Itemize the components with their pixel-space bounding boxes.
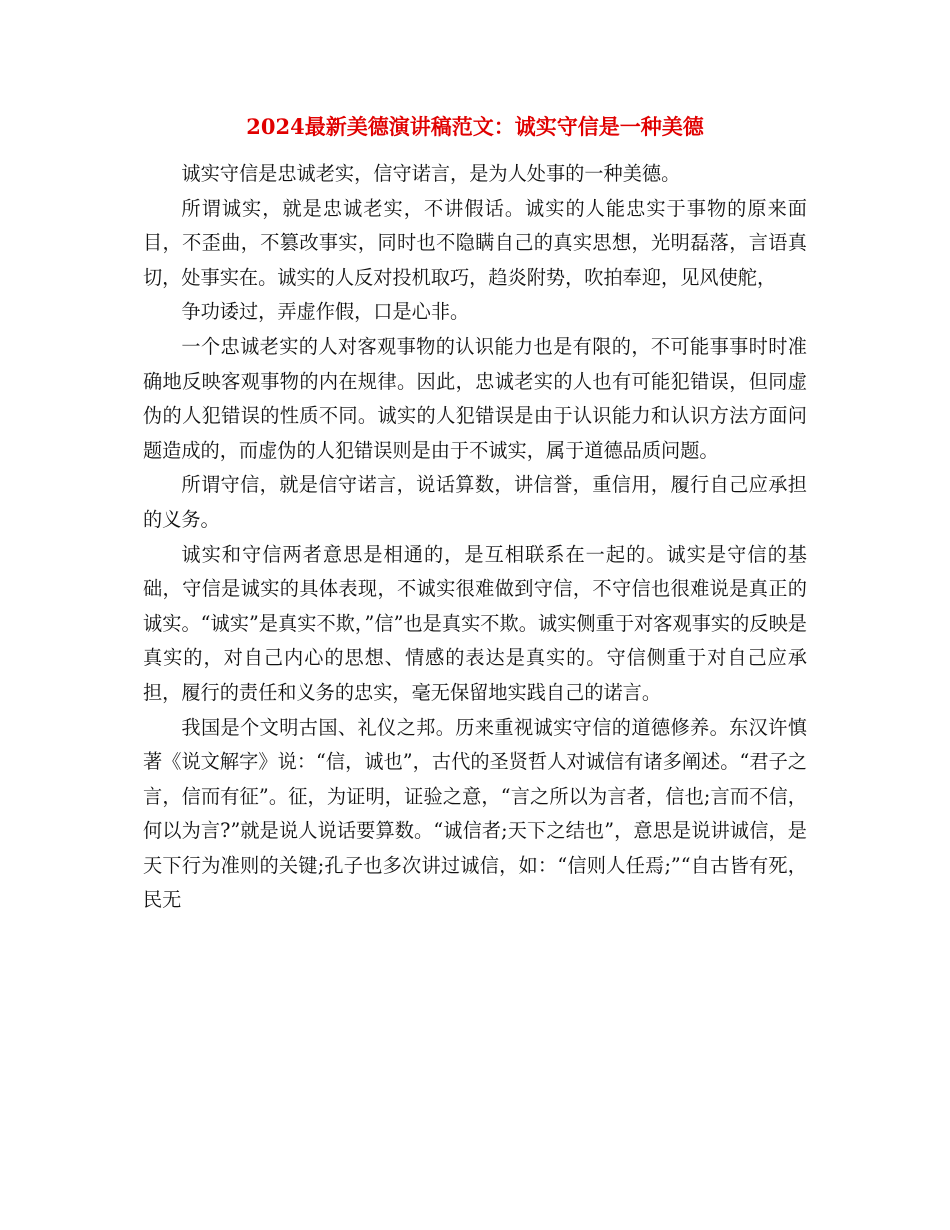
paragraph-2: 所谓诚实，就是忠诚老实，不讲假话。诚实的人能忠实于事物的原来面目，不歪曲，不篡改事实，同时也不隐瞒自己的真实思想，光明磊落，言语真切，处事实在。诚实的人反对投机取巧，趋炎附势，吹拍奉迎，见风使舵， xyxy=(143,196,807,289)
paragraph-7: 我国是个文明古国、礼仪之邦。历来重视诚实守信的道德修养。东汉许慎著《说文解字》说：“信，诚也”，古代的圣贤哲人对诚信有诸多阐述。“君子之言，信而有征”。征，为证明，证验之意，“言之所以为言者，信也;言而不信，何以为言?”就是说人说话要算数。“诚信者;天下之结也”，意思是说讲诚信，是天下行为准则的关键;孔子也多次讲过诚信，如：“信则人任焉;”“自古皆有死，民无 xyxy=(143,715,807,912)
document-title: 2024最新美德演讲稿范文：诚实守信是一种美德 xyxy=(246,114,704,139)
paragraph-3: 争功诿过，弄虚作假，口是心非。 xyxy=(181,300,470,324)
paragraph-4: 一个忠诚老实的人对客观事物的认识能力也是有限的，不可能事事时时准确地反映客观事物的内在规律。因此，忠诚老实的人也有可能犯错误，但同虚伪的人犯错误的性质不同。诚实的人犯错误是由于认识能力和认识方法方面问题造成的，而虚伪的人犯错误则是由于不诚实，属于道德品质问题。 xyxy=(143,334,807,462)
paragraph-5: 所谓守信，就是信守诺言，说话算数，讲信誉，重信用，履行自己应承担的义务。 xyxy=(143,473,807,531)
paragraph-6: 诚实和守信两者意思是相通的，是互相联系在一起的。诚实是守信的基础，守信是诚实的具体表现，不诚实很难做到守信，不守信也很难说是真正的诚实。“诚实”是真实不欺，”信”也是真实不欺。诚实侧重于对客观事实的反映是真实的，对自己内心的思想、情感的表达是真实的。守信侧重于对自己应承担，履行的责任和义务的忠实，毫无保留地实践自己的诺言。 xyxy=(143,542,807,704)
document-body xyxy=(143,157,807,918)
paragraph-1: 诚实守信是忠诚老实，信守诺言，是为人处事的一种美德。 xyxy=(181,162,681,185)
